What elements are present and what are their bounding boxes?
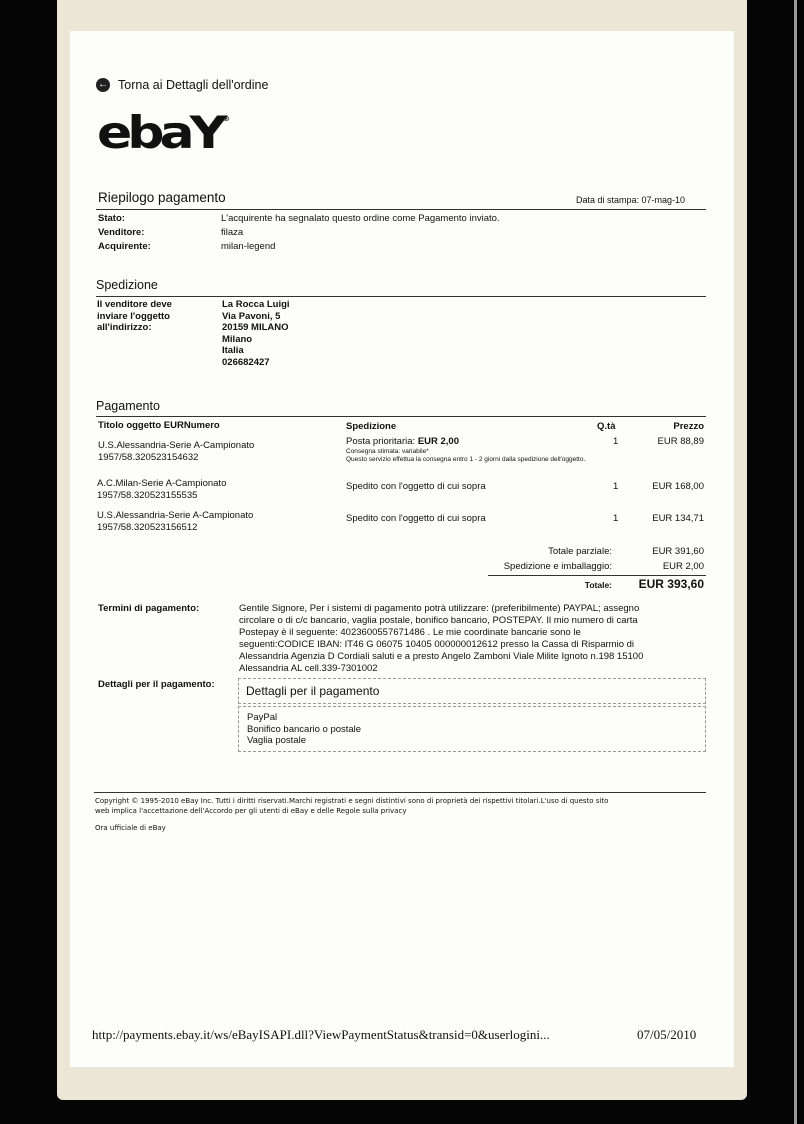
item3-qty: 1 [613,513,619,524]
print-date-footer: 07/05/2010 [637,1027,697,1042]
shipping-total-value: EUR 2,00 [662,561,704,572]
print-url: http://payments.ebay.it/ws/eBayISAPI.dll?ViewPaymentStatus&transid=0&userlogini... [92,1027,550,1042]
print-date: Data di stampa: 07-mag-10 [576,195,686,205]
col-header-shipping: Spedizione [346,421,397,432]
item2-price: EUR 168,00 [652,481,704,492]
shipping-address: La Rocca Luigi Via Pavoni, 5 20159 MILANO Milano Italia 026682427 [222,299,290,368]
status-label: Stato: [98,213,125,224]
item1-price: EUR 88,89 [657,436,704,447]
item2-shipping: Spedito con l'oggetto di cui sopra [346,481,486,492]
subtotal-label: Totale parziale: [548,546,612,557]
list-item: PayPal [247,712,278,723]
item1-note: Questo servizio effettua la consegna entro 1 - 2 giorni dalla spedizione dell'oggetto. [346,456,586,463]
item3-price: EUR 134,71 [652,513,704,524]
shipping-total-label: Spedizione e imballaggio: [503,561,612,572]
frame-edge [794,0,797,1124]
table-row: U.S.Alessandria-Serie A-Campionato 1957/58.320523154632 [98,440,255,463]
official-time-link[interactable]: Ora ufficiale di eBay [95,824,166,832]
col-header-qty: Q.tà [597,421,616,432]
col-header-item: Titolo oggetto EURNumero [98,420,220,431]
ebay-logo: ebaY® [97,108,231,159]
buyer-label: Acquirente: [98,241,151,252]
payment-methods-list [247,712,361,747]
terms-label: Termini di pagamento: [98,603,200,614]
details-box-title: Dettagli per il pagamento [246,684,380,698]
total-label: Totale: [584,580,612,590]
subtotal-value: EUR 391,60 [652,546,704,557]
item3-shipping: Spedito con l'oggetto di cui sopra [346,513,486,524]
col-header-price: Prezzo [673,421,704,432]
item1-delivery: Consegna stimata: variabile* [346,448,429,455]
item1-shipping: Posta prioritaria: EUR 2,00 [346,436,459,447]
summary-title: Riepilogo pagamento [98,190,226,205]
terms-text: Gentile Signore, Per i sistemi di pagamento potrà utilizzare: (preferibilmente) PAYPAL; assegno circolare o di c/c bancario, vaglia postale, bonifico bancario, POSTEPAY. Il mio numero di carta Postepay è il seguente: 4023600557671486 . Le mie coordinate bancarie sono le seguenti:CODICE IBAN: IT46 G 06075 10405 000000012612 presso la Cassa di Risparmio di Alessandria Agenzia D Cordiali saluti e a presto Angelo Zamboni Viale Milite Ignoto n.198 15100 Alessandria AL cell.339-7301002 [239,603,644,674]
copyright-text: Copyright © 1995-2010 eBay Inc. Tutti i diritti riservati.Marchi registrati e segni distintivi sono di proprietà dei rispettivi titolari.L'uso di questo sito web implica l'accettazione dell'Accordo per gli utenti di eBay e delle Regole sulla privacy [95,797,609,815]
table-row: A.C.Milan-Serie A-Campionato 1957/58.320523155535 [97,478,227,501]
item1-qty: 1 [613,436,619,447]
payment-title: Pagamento [96,399,160,413]
status-value: L'acquirente ha segnalato questo ordine come Pagamento inviato. [221,213,500,224]
seller-value: filaza [221,227,244,238]
total-value: EUR 393,60 [638,577,704,591]
buyer-value: milan-legend [221,241,276,252]
list-item: Vaglia postale [247,735,306,746]
details-label: Dettagli per il pagamento: [98,679,215,690]
arrow-left-icon: ← [98,79,108,90]
list-item: Bonifico bancario o postale [247,723,362,735]
shipping-label: Il venditore deve inviare l'oggetto all'indirizzo: [97,299,172,333]
shipping-title: Spedizione [96,278,158,292]
seller-label: Venditore: [98,227,145,238]
table-row: U.S.Alessandria-Serie A-Campionato 1957/58.320523156512 [97,510,254,533]
item2-qty: 1 [613,481,619,492]
back-to-order-details-link[interactable]: ← Torna ai Dettagli dell'ordine [98,78,269,92]
